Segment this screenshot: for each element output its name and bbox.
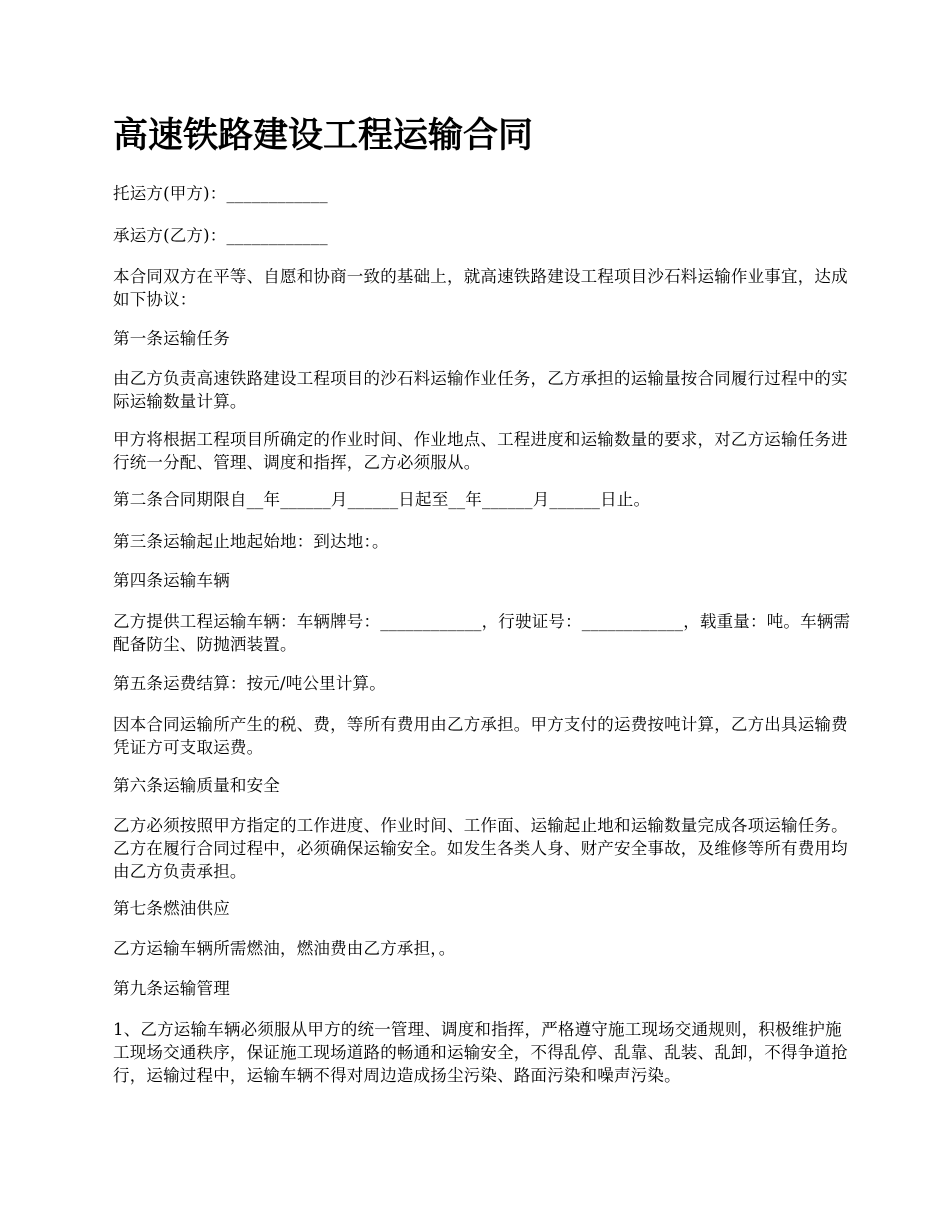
article-1-paragraph-1: 由乙方负责高速铁路建设工程项目的沙石料运输作业任务，乙方承担的运输量按合同履行过程中的实际运输数量计算。 (113, 369, 848, 411)
article-7-paragraph: 乙方运输车辆所需燃油，燃油费由乙方承担，。 (113, 939, 456, 958)
party-a-line: 托运方(甲方)：____________ (113, 184, 328, 203)
article-5-paragraph: 因本合同运输所产生的税、费，等所有费用由乙方承担。甲方支付的运费按吨计算，乙方出具运输费凭证方可支取运费。 (113, 715, 848, 757)
article-1-heading: 第一条运输任务 (113, 329, 230, 348)
article-3-route: 第三条运输起止地起始地：到达地：。 (113, 532, 389, 551)
article-9-item-1: 1、乙方运输车辆必须服从甲方的统一管理、调度和指挥，严格遵守施工现场交通规则，积极维护施工现场交通秩序，保证施工现场道路的畅通和运输安全，不得乱停、乱靠、乱装、乱卸，不得争道抢行，运输过程中，运输车辆不得对周边造成扬尘污染、路面污染和噪声污染。 (113, 1020, 848, 1085)
article-4-paragraph: 乙方提供工程运输车辆：车辆牌号：____________，行驶证号：____________，载重量：吨。车辆需配备防尘、防抛洒装置。 (113, 612, 851, 654)
preamble-paragraph: 本合同双方在平等、自愿和协商一致的基础上，就高速铁路建设工程项目沙石料运输作业事宜，达成如下协议： (113, 267, 848, 309)
article-5-settlement: 第五条运费结算：按元/吨公里计算。 (113, 674, 386, 693)
article-2-term: 第二条合同期限自__年______月______日起至__年______月______日止。 (113, 490, 651, 509)
article-4-heading: 第四条运输车辆 (113, 571, 230, 590)
article-9-heading: 第九条运输管理 (113, 979, 230, 998)
article-6-heading: 第六条运输质量和安全 (113, 776, 280, 795)
article-6-paragraph: 乙方必须按照甲方指定的工作进度、作业时间、工作面、运输起止地和运输数量完成各项运输任务。乙方在履行合同过程中，必须确保运输安全。如发生各类人身、财产安全事故，及维修等所有费用均由乙方负责承担。 (113, 816, 848, 881)
article-1-paragraph-2: 甲方将根据工程项目所确定的作业时间、作业地点、工程进度和运输数量的要求，对乙方运输任务进行统一分配、管理、调度和指挥，乙方必须服从。 (113, 430, 848, 472)
party-b-line: 承运方(乙方)：____________ (113, 226, 328, 245)
document-title: 高速铁路建设工程运输合同 (113, 115, 534, 156)
article-7-heading: 第七条燃油供应 (113, 899, 230, 918)
